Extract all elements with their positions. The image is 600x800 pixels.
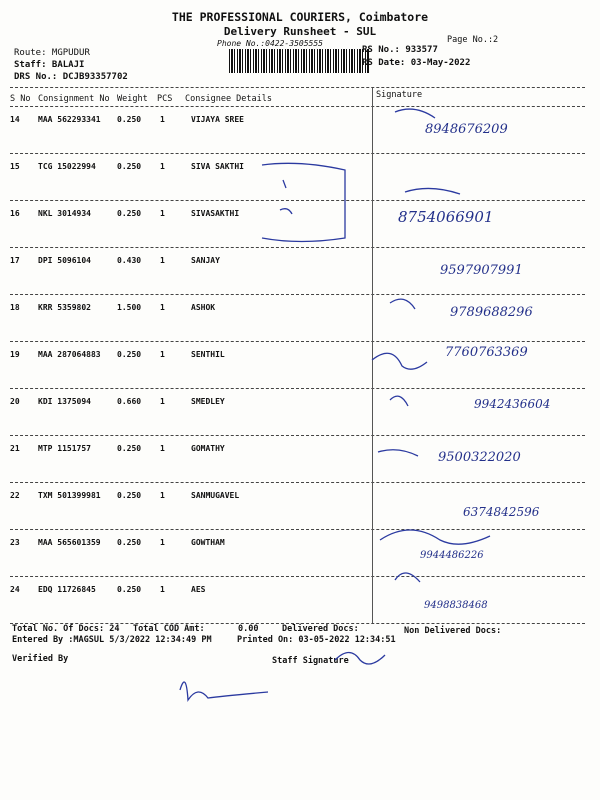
row-consignee: GOMATHY	[191, 444, 225, 453]
delivered-docs: Delivered Docs:	[282, 624, 359, 634]
row-pcs: 1	[160, 538, 165, 547]
row-consignment: TCG 15022994	[38, 162, 96, 171]
rs-number: RS No.: 933577	[362, 45, 438, 55]
row-signature-phone: 9942436604	[474, 397, 551, 411]
row-pcs: 1	[160, 256, 165, 265]
page-number: Page No.:2	[447, 35, 499, 45]
total-cod-value: 0.00	[238, 624, 259, 634]
row-pcs: 1	[160, 350, 165, 359]
row-signature-phone: 7760763369	[445, 345, 528, 360]
printed-on: Printed On: 03-05-2022 12:34:51	[237, 635, 396, 645]
drs-number: DRS No.: DCJB93357702	[14, 72, 128, 82]
row-consignment: TXM 501399981	[38, 491, 101, 500]
row-signature-phone: 8948676209	[425, 122, 508, 137]
row-sno: 24	[10, 585, 20, 594]
company-title: THE PROFESSIONAL COURIERS, Coimbatore	[171, 10, 429, 24]
row-consignee: SANJAY	[191, 256, 220, 265]
row-pcs: 1	[160, 397, 165, 406]
row-sno: 17	[10, 256, 20, 265]
row-pcs: 1	[160, 491, 165, 500]
phone-number: Phone No.:0422-3505555	[217, 39, 323, 48]
row-signature-phone: 8754066901	[398, 208, 494, 226]
non-delivered-docs: Non Delivered Docs:	[404, 626, 502, 636]
row-weight: 1.500	[117, 303, 142, 312]
verified-signature-scribble	[180, 682, 268, 700]
row-consignment: EDQ 11726845	[38, 585, 96, 594]
row-consignee: SIVA SAKTHI	[191, 162, 244, 171]
row-consignment: MTP 1151757	[38, 444, 91, 453]
row-pcs: 1	[160, 115, 165, 124]
row-signature-phone: 9500322020	[438, 450, 521, 465]
row-consignment: KRR 5359802	[38, 303, 91, 312]
row-weight: 0.250	[117, 538, 142, 547]
row-sno: 18	[10, 303, 20, 312]
row-consignee: ASHOK	[191, 303, 216, 312]
row-sno: 21	[10, 444, 20, 453]
col-consignment: Consignment No	[38, 94, 110, 104]
row-consignment: NKL 3014934	[38, 209, 91, 218]
total-docs: Total No. Of Docs: 24	[12, 624, 120, 634]
row-sno: 16	[10, 209, 20, 218]
col-signature: Signature	[376, 90, 423, 100]
row-consignment: MAA 287064883	[38, 350, 101, 359]
row-signature-phone: 9789688296	[450, 305, 533, 320]
row-weight: 0.250	[117, 162, 142, 171]
row-pcs: 1	[160, 209, 165, 218]
row-weight: 0.250	[117, 491, 142, 500]
row-sno: 14	[10, 115, 20, 124]
staff-signature-scribble	[335, 653, 385, 665]
row-weight: 0.660	[117, 397, 142, 406]
bracket-mark	[262, 163, 345, 241]
verified-by: Verified By	[12, 654, 69, 664]
row-weight: 0.250	[117, 585, 142, 594]
staff-signature-label: Staff Signature	[272, 656, 349, 666]
row-pcs: 1	[160, 303, 165, 312]
row-pcs: 1	[160, 162, 165, 171]
col-pcs: PCS	[157, 94, 173, 104]
row-signature-phone: 9597907991	[440, 263, 523, 278]
row-consignee: SIVASAKTHI	[191, 209, 240, 218]
row-pcs: 1	[160, 585, 165, 594]
row-sno: 22	[10, 491, 20, 500]
row-pcs: 1	[160, 444, 165, 453]
rs-date: RS Date: 03-May-2022	[362, 58, 471, 68]
row-consignee: GOWTHAM	[191, 538, 225, 547]
runsheet-subtitle: Delivery Runsheet - SUL	[223, 25, 377, 38]
row-consignment: MAA 565601359	[38, 538, 101, 547]
row-weight: 0.250	[117, 115, 142, 124]
row-consignee: SENTHIL	[191, 350, 225, 359]
col-consignee: Consignee Details	[185, 94, 272, 104]
row-consignee: SMEDLEY	[191, 397, 225, 406]
row-consignee: SANMUGAVEL	[191, 491, 240, 500]
row-consignment: DPI 5096104	[38, 256, 91, 265]
row-consignment: KDI 1375094	[38, 397, 91, 406]
row-signature-phone: 9498838468	[424, 600, 488, 611]
row-consignment: MAA 562293341	[38, 115, 101, 124]
col-weight: Weight	[117, 94, 148, 104]
total-cod-label: Total COD Amt:	[133, 624, 205, 634]
row-consignee: VIJAYA SREE	[191, 115, 244, 124]
col-sno: S No	[10, 94, 31, 104]
row-weight: 0.250	[117, 350, 142, 359]
row-sno: 15	[10, 162, 20, 171]
row-weight: 0.430	[117, 256, 142, 265]
row-sno: 23	[10, 538, 20, 547]
staff-label: Staff: BALAJI	[14, 60, 85, 70]
row-signature-phone: 6374842596	[463, 505, 540, 519]
row-weight: 0.250	[117, 209, 142, 218]
row-sno: 20	[10, 397, 20, 406]
row-weight: 0.250	[117, 444, 142, 453]
row-signature-phone: 9944486226	[420, 550, 484, 561]
route-label: Route: MGPUDUR	[14, 48, 90, 58]
row-sno: 19	[10, 350, 20, 359]
entered-by: Entered By :MAGSUL 5/3/2022 12:34:49 PM	[12, 635, 212, 645]
row-consignee: AES	[191, 585, 206, 594]
